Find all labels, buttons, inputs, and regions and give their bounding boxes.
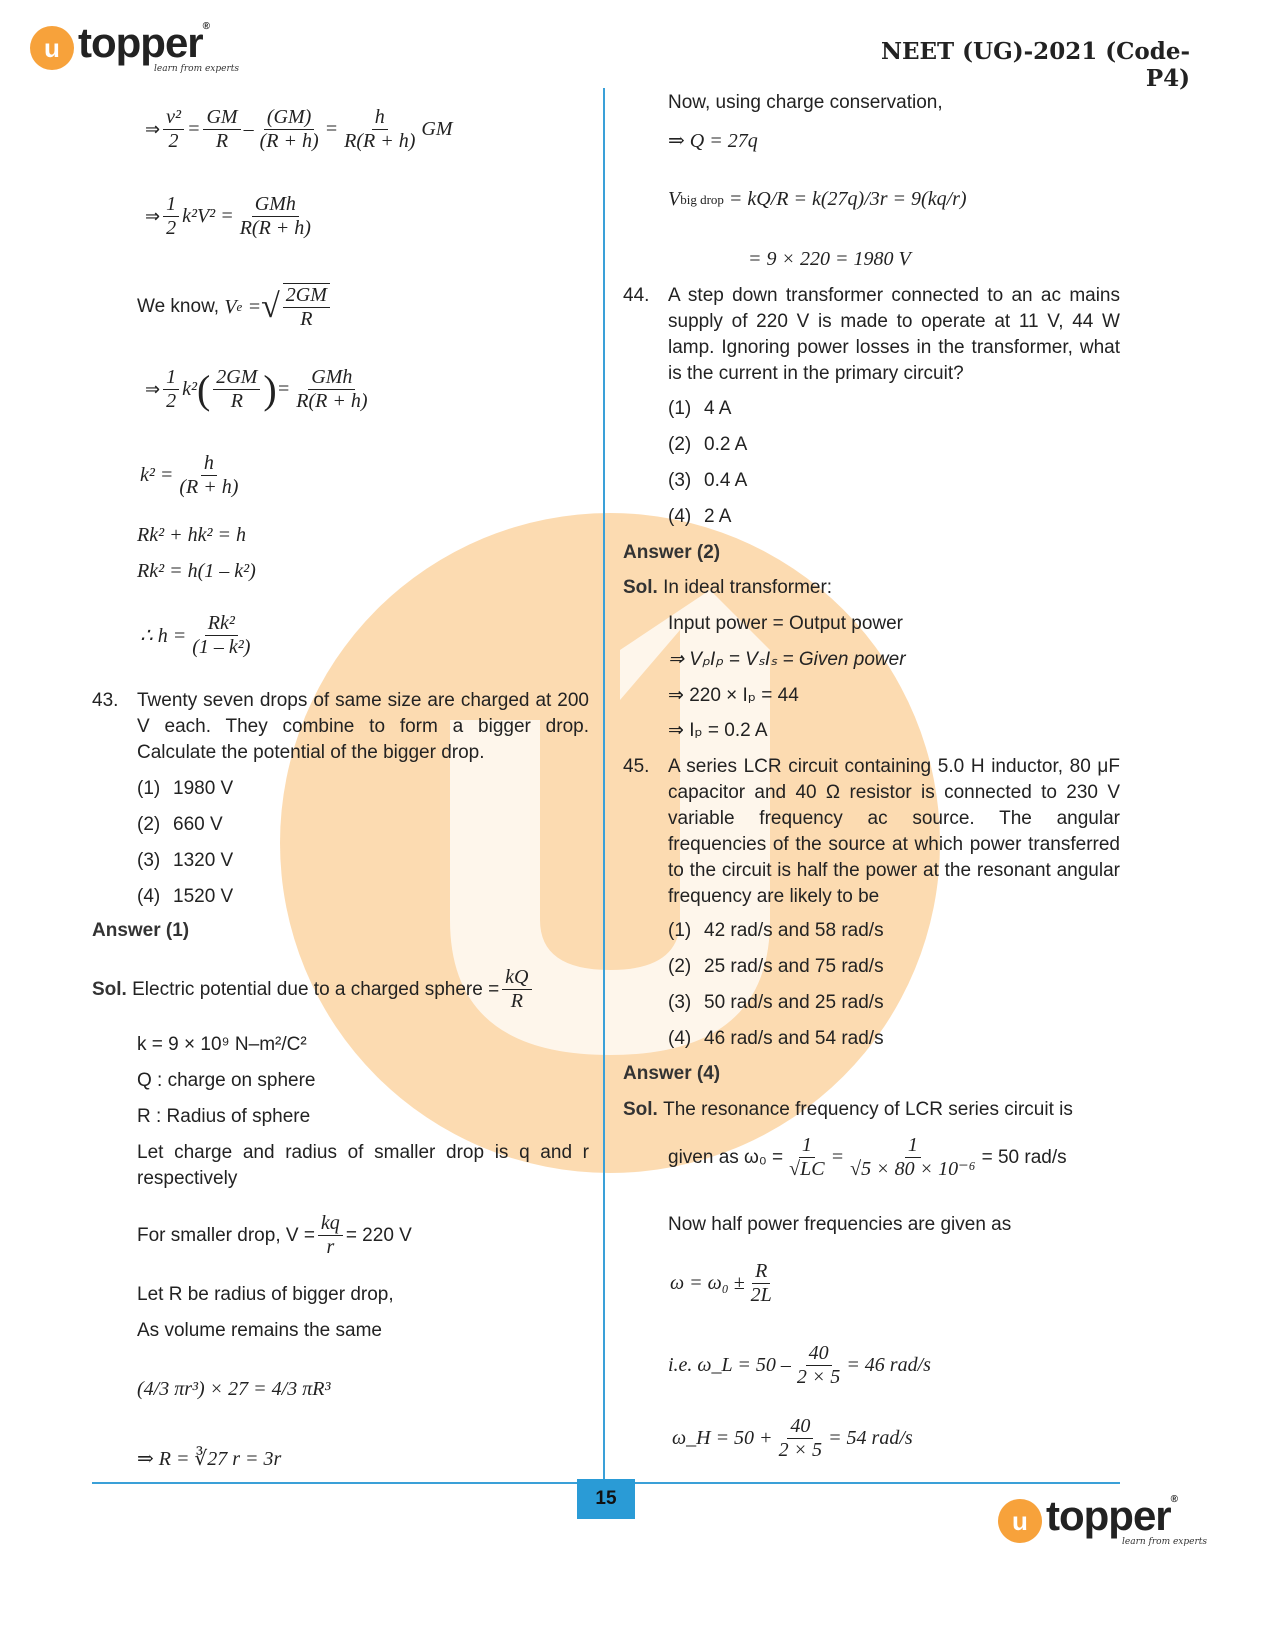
equation-3: We know, V e = √ $\frac{2GM}{R}$	[137, 283, 333, 331]
question-43-options	[137, 776, 437, 920]
question-43-text: Twenty seven drops of same size are charged at 200 V each. They combine to form a bigger drop. Calculate the potential of the bigger drop.	[137, 690, 589, 763]
answer-45: Answer (4)	[623, 1063, 721, 1084]
charge-equation: ⇒ Q = 27q	[668, 130, 758, 152]
v-big-drop-result: = 9 × 220 = 1980 V	[748, 248, 911, 270]
exam-code: NEET (UG)-2021 (Code-P4)	[880, 38, 1190, 92]
option-3: (3) 1320 V	[137, 850, 234, 871]
footer-logo-tagline: learn from experts	[1122, 1537, 1208, 1547]
k-constant: k = 9 × 10⁹ N–m²/C²	[137, 1034, 307, 1055]
equation-7: Rk² = h(1 – k²)	[137, 560, 256, 582]
column-divider	[603, 88, 605, 1488]
solution-44-line4: ⇒ Iₚ = 0.2 A	[668, 720, 768, 741]
footer-logo-text: topper	[1046, 1492, 1171, 1539]
volume-equation: (4/3 πr³) × 27 = 4/3 πR³	[137, 1378, 331, 1400]
question-43-number: 43.	[92, 690, 119, 711]
page-number: 15	[577, 1479, 635, 1519]
logo-mark-icon: u	[30, 26, 74, 70]
option-3: (3) 50 rad/s and 25 rad/s	[668, 992, 884, 1013]
omega-equation: ω = ω₀ ± $\frac{R}{2L}$	[670, 1260, 772, 1306]
solution-44-intro: Sol. In ideal transformer:	[623, 577, 833, 598]
footer-logo-mark-icon: u	[998, 1499, 1042, 1543]
logo-tagline: learn from experts	[154, 64, 240, 74]
equation-6: Rk² + hk² = h	[137, 524, 246, 546]
answer-44: Answer (2)	[623, 542, 721, 563]
question-45-options	[668, 918, 988, 1062]
solution-44-line2: ⇒ VₚIₚ = VₛIₛ = Given power	[668, 649, 906, 670]
option-2: (2) 0.2 A	[668, 434, 748, 455]
question-44-options	[668, 396, 968, 540]
option-3: (3) 0.4 A	[668, 470, 748, 491]
r-definition: R : Radius of sphere	[137, 1106, 311, 1127]
solution-44-line1: Input power = Output power	[668, 613, 904, 634]
option-4: (4) 1520 V	[137, 886, 234, 907]
solution-44-line3: ⇒ 220 × Iₚ = 44	[668, 685, 799, 706]
half-power-line: Now half power frequencies are given as	[668, 1214, 1012, 1235]
solution-43-intro: Sol. Electric potential due to a charged sphere = $\frac{kQ}{R}$	[92, 966, 535, 1013]
equation-4: ⇒ $\frac{1}{2}$ k² ( $\frac{2GM}{R}$ ) = $\frac{\text{GMh}}{R(R + h)}$	[145, 366, 368, 412]
question-45-number: 45.	[623, 756, 650, 777]
option-2: (2) 660 V	[137, 814, 223, 835]
bigger-drop-line: Let R be radius of bigger drop,	[137, 1284, 394, 1305]
charge-conservation-line: Now, using charge conservation,	[668, 92, 943, 113]
smaller-drop-equation: For smaller drop, V = $\frac{kq}{r}$ = 220 V	[137, 1212, 412, 1258]
question-45-text: A series LCR circuit containing 5.0 H inductor, 80 μF capacitor and 40 Ω resistor is connected to 230 V variable frequency ac source. The angular frequencies of the source at which power transferred to the circuit is half the power at the resonant angular frequency are likely to be	[668, 756, 1120, 907]
q-definition: Q : charge on sphere	[137, 1070, 316, 1091]
resonance-equation: given as ω₀ = $\frac{1}{√LC}$ = $\frac{1}{\text{√5 × 80 × 10⁻⁶}}$ = 50 rad/s	[668, 1134, 1067, 1180]
footer-logo: u topper® learn from experts	[998, 1495, 1207, 1547]
question-44-text: A step down transformer connected to an ac mains supply of 220 V is made to operate at 11 V, 44 W lamp. Ignoring power losses in the transformer, what is the current in the primary circuit?	[668, 285, 1120, 384]
equation-8: ∴ h = $\frac{\text{Rk²}}{\text{(1 – k²)}}$	[140, 612, 251, 658]
question-44-number: 44.	[623, 285, 650, 306]
v-big-drop-equation: V big drop = kQ/R = k(27q)/3r = 9(kq/r)	[668, 188, 967, 210]
option-4: (4) 2 A	[668, 506, 732, 527]
option-2: (2) 25 rad/s and 75 rad/s	[668, 956, 884, 977]
option-4: (4) 46 rad/s and 54 rad/s	[668, 1028, 884, 1049]
option-1: (1) 42 rad/s and 58 rad/s	[668, 920, 884, 941]
let-statement: Let charge and radius of smaller drop is q and r respectively	[137, 1142, 589, 1189]
radius-result: ⇒ R = ∛27 r = 3r	[137, 1448, 282, 1470]
option-1: (1) 1980 V	[137, 778, 234, 799]
answer-43: Answer (1)	[92, 920, 190, 941]
header-logo: u topper® learn from experts	[30, 22, 239, 74]
equation-1: ⇒ $\frac{\text{v²}}{2}$ = $\frac{GM}{R}$ – $\frac{(GM)}{(R + h)}$ = $\frac{h}{R(R + h)}$ GM	[145, 106, 453, 152]
logo-text: topper	[78, 19, 203, 66]
solution-45-intro: Sol. The resonance frequency of LCR series circuit is	[623, 1099, 1073, 1120]
equation-2: ⇒ $\frac{1}{2}$ k²V² = $\frac{\text{GMh}}{R(R + h)}$	[145, 193, 311, 239]
equation-5: k² = $\frac{h}{(R + h)}$	[140, 452, 239, 498]
option-1: (1) 4 A	[668, 398, 732, 419]
omega-h-equation: ω_H = 50 + $\frac{40}{2 \times 5}$ = 54 rad/s	[672, 1415, 913, 1461]
omega-l-equation: i.e. ω_L = 50 – $\frac{40}{2 \times 5}$ = 46 rad/s	[668, 1342, 931, 1388]
volume-line: As volume remains the same	[137, 1320, 382, 1341]
